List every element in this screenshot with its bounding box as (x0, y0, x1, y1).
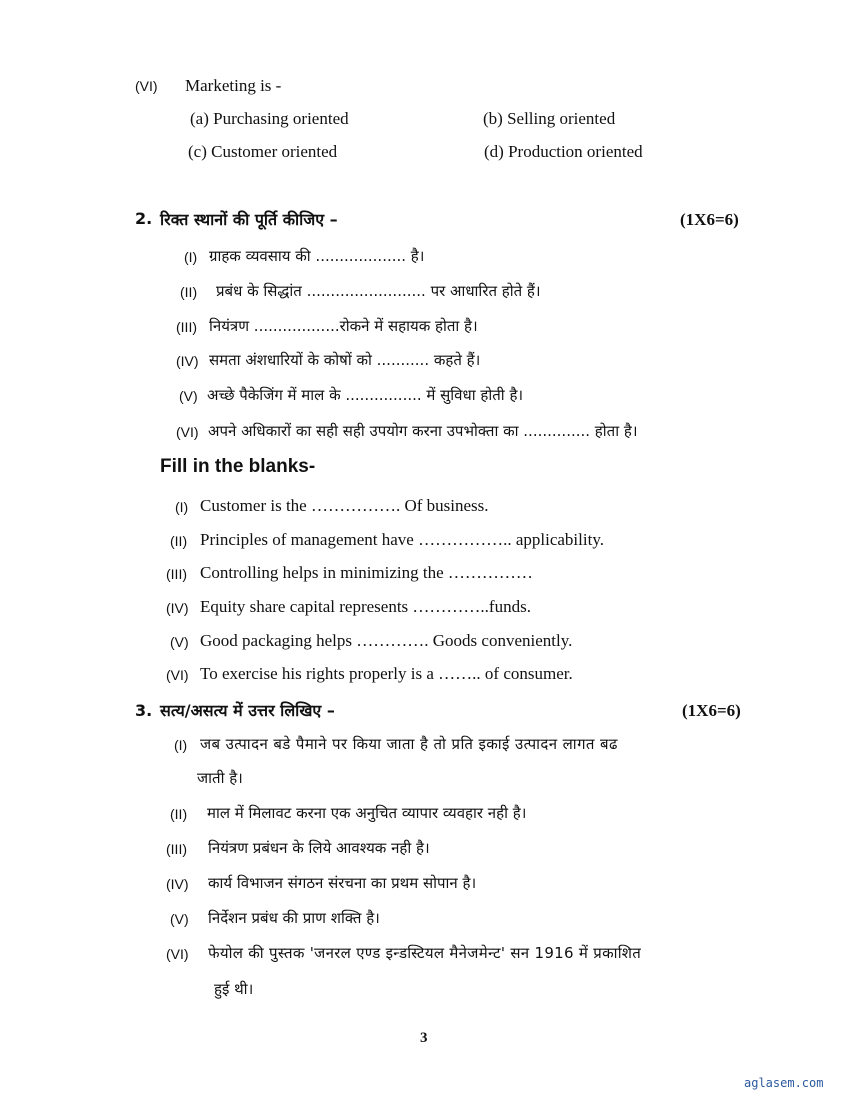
fill-blanks-heading: Fill in the blanks- (160, 456, 316, 477)
tf-item-text-continued: जाती है। (197, 769, 243, 787)
mcq-option-c: (c) Customer oriented (188, 142, 338, 161)
hindi-item-text: अच्छे पैकेजिंग में माल के ................ में सुविधा होती है। (207, 386, 524, 404)
section2-marks: (1X6=6) (680, 210, 739, 229)
tf-item-num: (VI) (166, 946, 189, 962)
hindi-item-num: (I) (184, 249, 198, 265)
english-item-num: (V) (170, 634, 189, 650)
watermark: aglasem.com (744, 1076, 824, 1090)
tf-item-text: निर्देशन प्रबंध की प्राण शक्ति है। (208, 909, 380, 927)
english-item-num: (III) (166, 566, 187, 582)
hindi-item-text: नियंत्रण ..................रोकने में सहायक होता है। (209, 317, 478, 335)
tf-item-text: नियंत्रण प्रबंधन के लिये आवश्यक नही है। (208, 839, 430, 857)
tf-item-num: (II) (170, 806, 188, 822)
tf-item-num: (V) (170, 911, 189, 927)
hindi-item-num: (V) (179, 388, 198, 404)
english-item-num: (IV) (166, 600, 189, 616)
tf-item-text: माल में मिलावट करना एक अनुचित व्यापार व्यवहार नही है। (207, 804, 527, 822)
mcq-option-a: (a) Purchasing oriented (190, 109, 349, 128)
hindi-item-text: ग्राहक व्यवसाय की ................... है। (209, 247, 425, 265)
tf-item-num: (IV) (166, 876, 189, 892)
english-item-text: Controlling helps in minimizing the …………… (200, 563, 533, 582)
hindi-item-num: (III) (176, 319, 197, 335)
hindi-item-text: प्रबंध के सिद्धांत ......................... पर आधारित होते हैं। (216, 282, 541, 300)
english-item-num: (VI) (166, 667, 189, 683)
english-item-text: Customer is the ……………. Of business. (200, 496, 489, 515)
english-item-num: (I) (175, 499, 189, 515)
english-item-text: Equity share capital represents …………..funds. (200, 597, 531, 616)
section2-title: रिक्त स्थानों की पूर्ति कीजिए – (160, 210, 338, 229)
tf-item-text: जब उत्पादन बडे पैमाने पर किया जाता है तो प्रति इकाई उत्पादन लागत बढ (200, 735, 618, 753)
hindi-item-num: (IV) (176, 353, 199, 369)
tf-item-text: फेयोल की पुस्तक 'जनरल एण्ड इन्डस्टियल मैनेजमेन्ट' सन 1916 में प्रकाशित (208, 944, 642, 962)
tf-item-num: (I) (174, 737, 188, 753)
section3-number: 3. (135, 701, 153, 720)
section3-marks: (1X6=6) (682, 701, 741, 720)
hindi-item-num: (II) (180, 284, 198, 300)
tf-item-text: कार्य विभाजन संगठन संरचना का प्रथम सोपान है। (208, 874, 477, 892)
english-item-text: To exercise his rights properly is a …….. of consumer. (200, 664, 573, 683)
mcq-option-d: (d) Production oriented (484, 142, 643, 161)
tf-item-text-continued: हुई थी। (214, 980, 254, 998)
section2-number: 2. (135, 209, 153, 228)
mcq-question: Marketing is - (185, 76, 282, 95)
english-item-text: Good packaging helps …………. Goods conveniently. (200, 631, 573, 650)
english-item-num: (II) (170, 533, 188, 549)
mcq-number: (VI) (135, 78, 158, 94)
page-number: 3 (420, 1030, 428, 1046)
mcq-option-b: (b) Selling oriented (483, 109, 616, 128)
hindi-item-num: (VI) (176, 424, 199, 440)
section3-title: सत्य/असत्य में उत्तर लिखिए – (160, 701, 335, 720)
english-item-text: Principles of management have …………….. applicability. (200, 530, 604, 549)
tf-item-num: (III) (166, 841, 187, 857)
hindi-item-text: समता अंशधारियों के कोषों को ........... कहते हैं। (209, 351, 481, 369)
hindi-item-text: अपने अधिकारों का सही सही उपयोग करना उपभोक्ता का .............. होता है। (208, 422, 638, 440)
